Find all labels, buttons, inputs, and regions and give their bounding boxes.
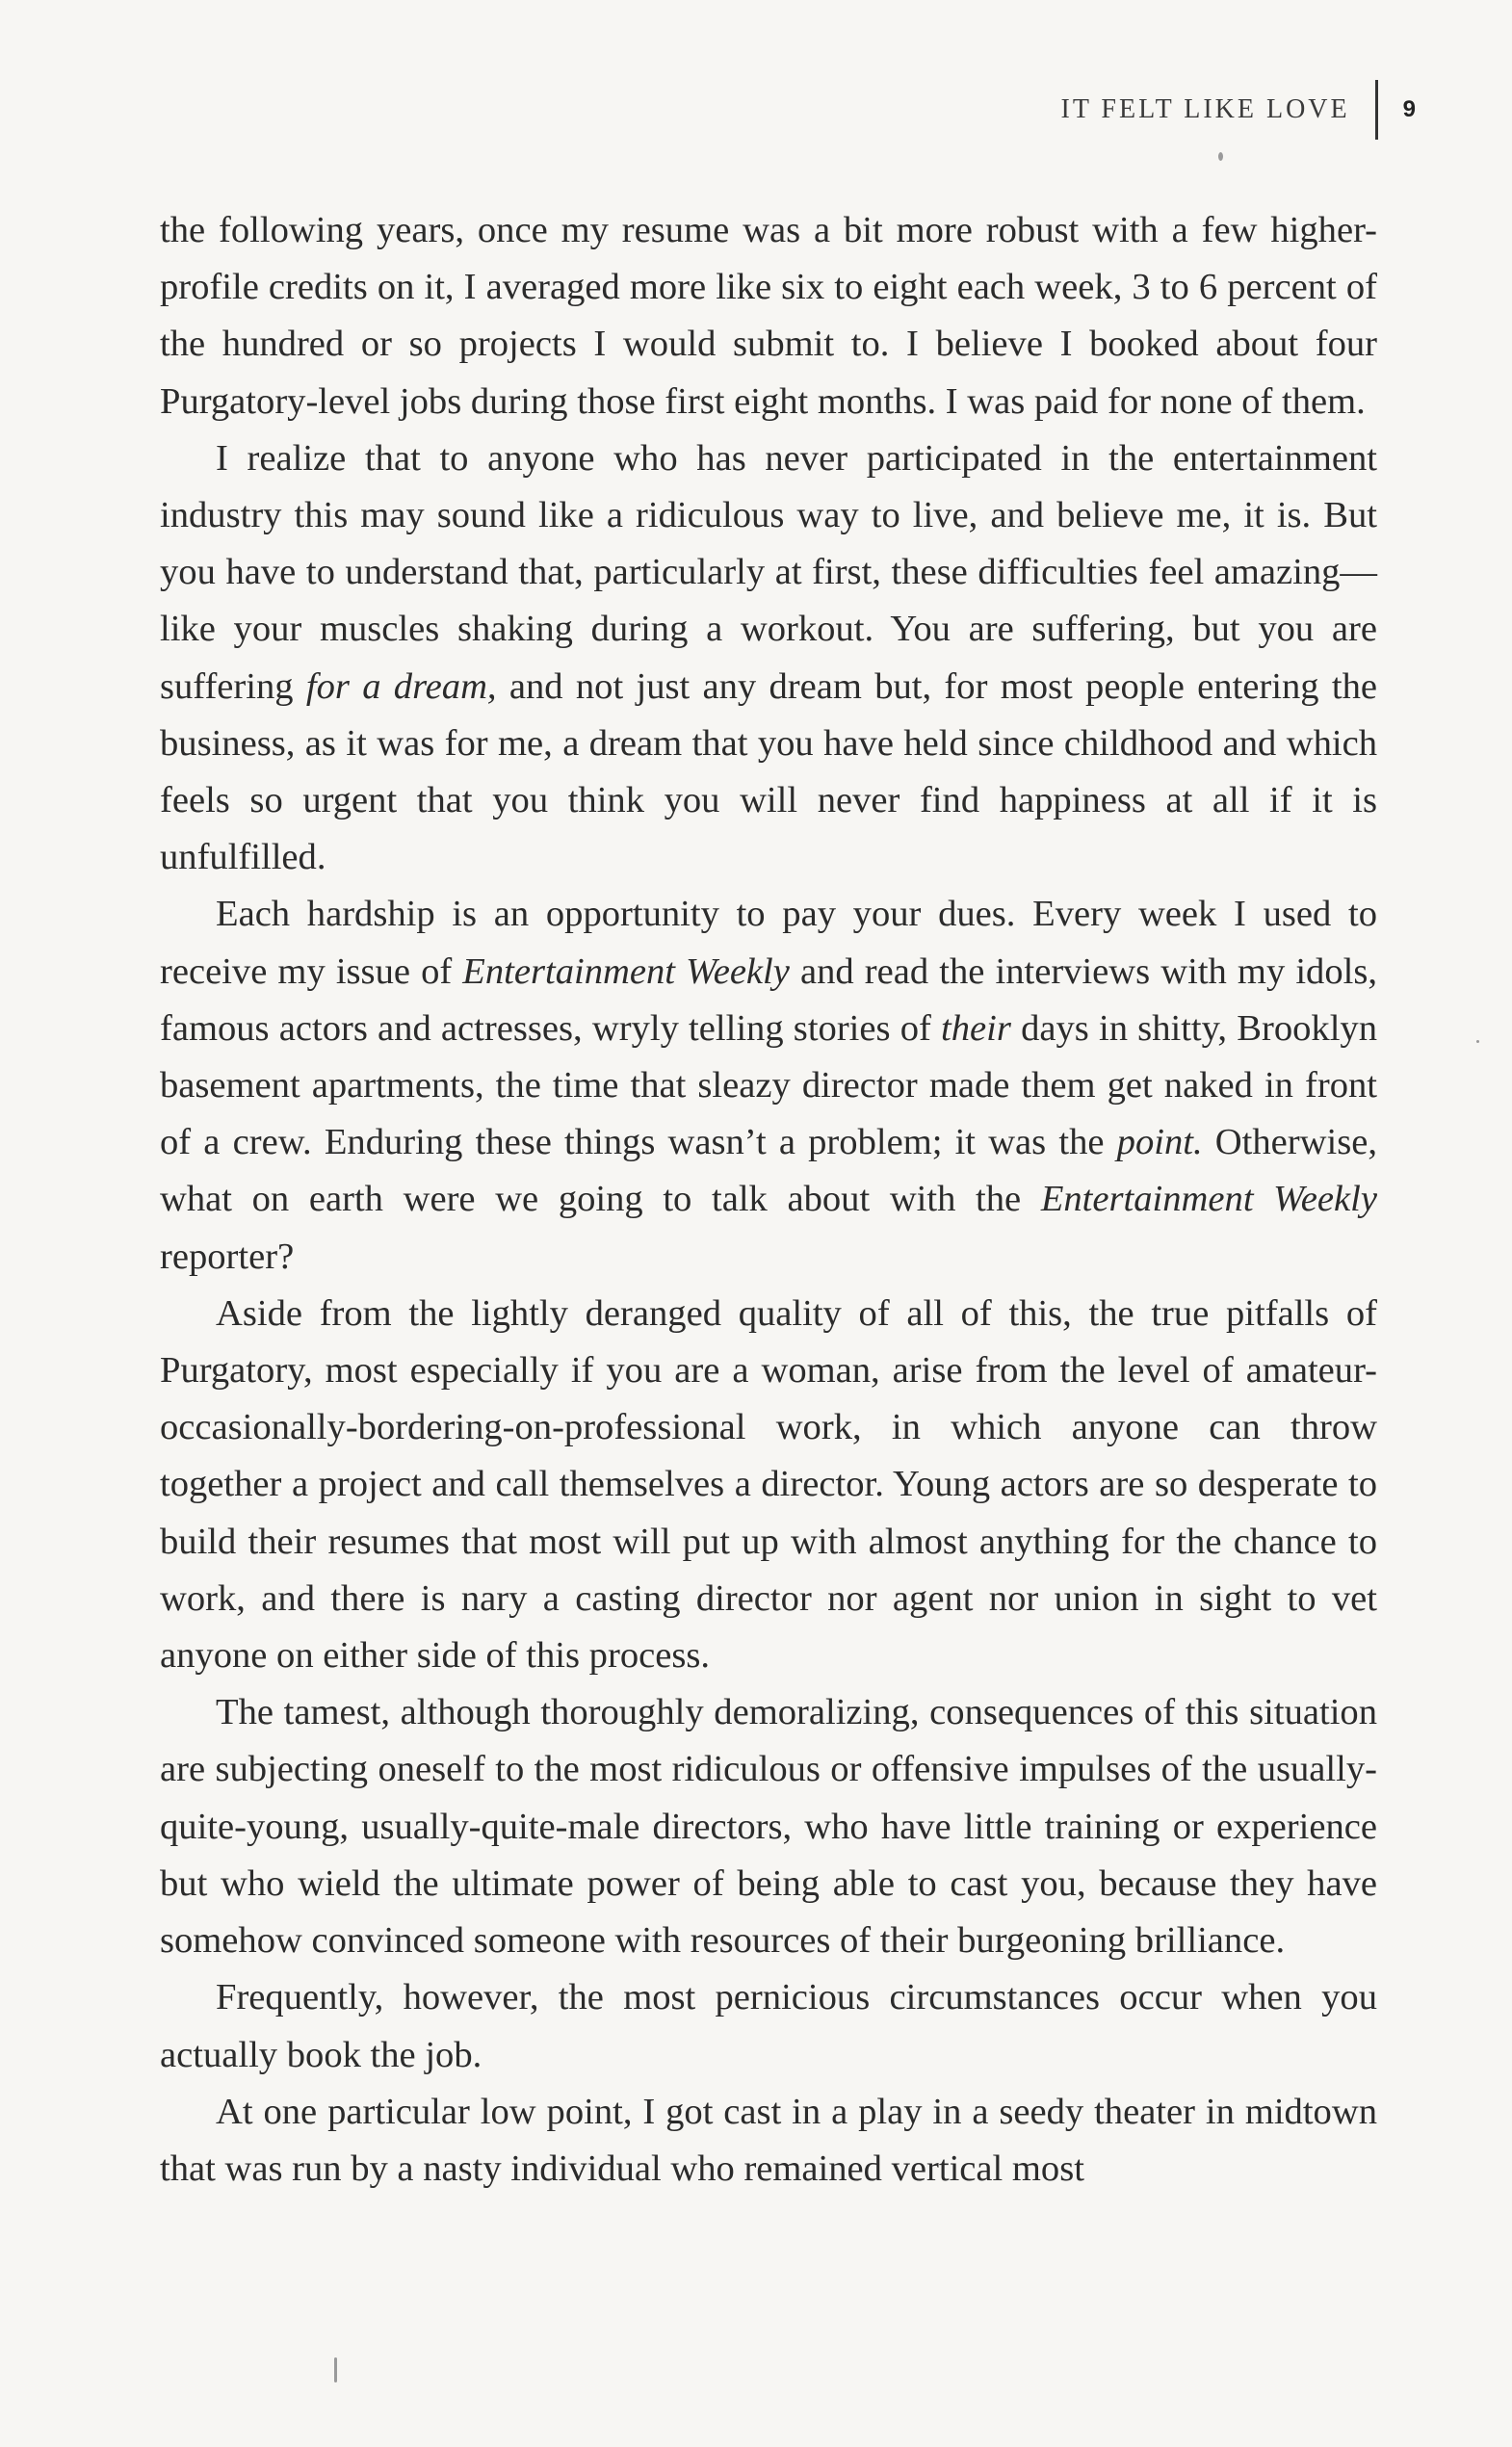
paragraph-3-italic-1: Entertainment Weekly — [462, 950, 790, 992]
paragraph-1-text: the following years, once my resume was a bit more robust with a few higher-profile credits on it, I averaged more like six to eight each week, 3 to 6 percent of the hundred or so projects I would submit to. I believe I booked about four Purgatory-level jobs during those first eight months. I was paid for none of them. — [160, 210, 1377, 422]
body-text — [160, 202, 1377, 2198]
paragraph-4-text: Aside from the lightly deranged quality of all of this, the true pitfalls of Purgatory, most especially if you are a woman, arise from the level of amateur-occasionally-bordering-on-professional work, in which anyone can throw together a project and call themselves a director. Young actors are so desperate to build their resumes that most will put up with almost anything for the chance to work, and there is nary a casting director nor agent nor union in sight to vet anyone on either side of this process. — [160, 1292, 1377, 1677]
paragraph-2-italic: for a dream, — [305, 665, 497, 707]
scan-speck — [1476, 1040, 1479, 1043]
paragraph-3-italic-4: Entertainment Weekly — [1040, 1179, 1377, 1220]
paragraph-3-text-d: Otherwise, what on earth were we going to talk about with the — [160, 1122, 1377, 1220]
paragraph-3-italic-3: point. — [1116, 1122, 1203, 1163]
paragraph-3-text-c: days in shitty, Brooklyn basement apartments, the time that sleazy director made them get naked in front of a crew. Enduring these things wasn’t a problem; it was the — [160, 1007, 1377, 1163]
paragraph-4 — [160, 1286, 1377, 1684]
paragraph-2-text-a: I realize that to anyone who has never participated in the entertainment industry this may sound like a ridiculous way to live, and believe me, it is. But you have to understand that, particularly at first, these difficulties feel amazing—like your muscles shaking during a workout. You are suffering, but you are suffering — [160, 437, 1377, 707]
paragraph-5 — [160, 1684, 1377, 1969]
paragraph-7 — [160, 2084, 1377, 2198]
paragraph-6 — [160, 1969, 1377, 2083]
running-head — [1061, 83, 1417, 137]
paragraph-5-text: The tamest, although thoroughly demoralizing, consequences of this situation are subjecting oneself to the most ridiculous or offensive impulses of the usually-quite-young, usually-quite-male directors, who have little training or experience but who wield the ultimate power of being able to cast you, because they have somehow convinced someone with resources of their burgeoning brilliance. — [160, 1692, 1377, 1962]
page-number: 9 — [1402, 96, 1416, 122]
paragraph-3 — [160, 886, 1377, 1285]
running-title: IT FELT LIKE LOVE — [1060, 94, 1350, 124]
scan-speck — [1218, 152, 1223, 161]
paragraph-3-italic-2: their — [941, 1007, 1011, 1049]
paragraph-2-text-b: and not just any dream but, for most people entering the business, as it was for me, a dream that you have held since childhood and which feels so urgent that you think you will never find happiness at all if it is unfulfilled. — [160, 665, 1377, 878]
paragraph-6-text: Frequently, however, the most pernicious circumstances occur when you actually book the job. — [160, 1977, 1377, 2075]
paragraph-2 — [160, 430, 1377, 887]
paragraph-1 — [160, 202, 1377, 430]
scan-speck — [334, 2357, 337, 2382]
paragraph-3-text-a: Each hardship is an opportunity to pay your dues. Every week I used to receive my issue of — [160, 894, 1377, 992]
paragraph-7-text: At one particular low point, I got cast in a play in a seedy theater in midtown that was run by a nasty individual who remained vertical most — [160, 2091, 1377, 2189]
paragraph-3-text-b: and read the interviews with my idols, famous actors and actresses, wryly telling stories of — [160, 950, 1377, 1049]
paragraph-3-text-e: reporter? — [160, 1236, 295, 1277]
